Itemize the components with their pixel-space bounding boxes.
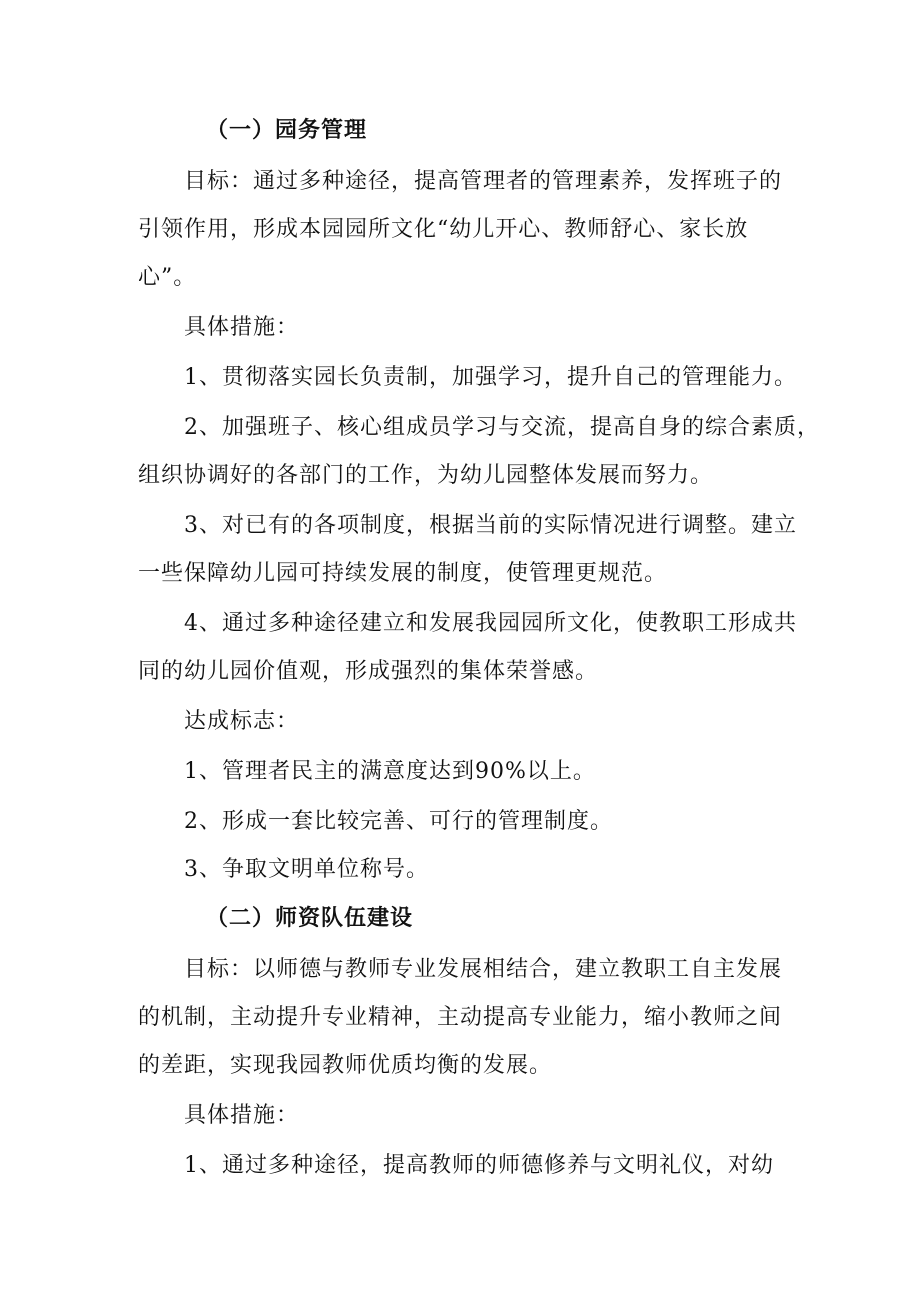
measure-4-line-1: 4、通过多种途径建立和发展我园园所文化，使教职工形成共 (184, 611, 797, 636)
section-heading-2: （二）师资队伍建设 (206, 905, 414, 931)
goal-line-1: 目标：通过多种途径，提高管理者的管理素养，发挥班子的 (184, 169, 783, 194)
goal2-line-1: 目标：以师德与教师专业发展相结合，建立教职工自主发展 (184, 957, 783, 982)
standard-1: 1、管理者民主的满意度达到90%以上。 (184, 759, 596, 784)
goal-line-3: 心”。 (138, 265, 197, 290)
goal2-line-3: 的差距，实现我园教师优质均衡的发展。 (138, 1053, 553, 1078)
measure2-1: 1、通过多种途径，提高教师的师德修养与文明礼仪，对幼 (184, 1153, 774, 1178)
standards-label: 达成标志： (184, 709, 300, 734)
measures-label-1: 具体措施： (184, 315, 300, 340)
measures-label-2: 具体措施： (184, 1103, 300, 1128)
measure-3-line-1: 3、对已有的各项制度，根据当前的实际情况进行调整。建立 (184, 513, 797, 538)
standard-3: 3、争取文明单位称号。 (184, 857, 429, 882)
measure-2-line-2: 组织协调好的各部门的工作，为幼儿园整体发展而努力。 (138, 463, 714, 488)
measure-4-line-2: 同的幼儿园价值观，形成强烈的集体荣誉感。 (138, 659, 599, 684)
goal2-line-2: 的机制，主动提升专业精神，主动提高专业能力，缩小教师之间 (138, 1005, 783, 1030)
goal-line-2: 引领作用，形成本园园所文化“幼儿开心、教师舒心、家长放 (138, 217, 749, 242)
measure-2-line-1: 2、加强班子、核心组成员学习与交流，提高自身的综合素质， (184, 415, 820, 440)
measure-1: 1、贯彻落实园长负责制，加强学习，提升自己的管理能力。 (184, 365, 797, 390)
measure-3-line-2: 一些保障幼儿园可持续发展的制度，使管理更规范。 (138, 561, 668, 586)
section-heading-1: （一）园务管理 (206, 117, 368, 143)
standard-2: 2、形成一套比较完善、可行的管理制度。 (184, 809, 613, 834)
